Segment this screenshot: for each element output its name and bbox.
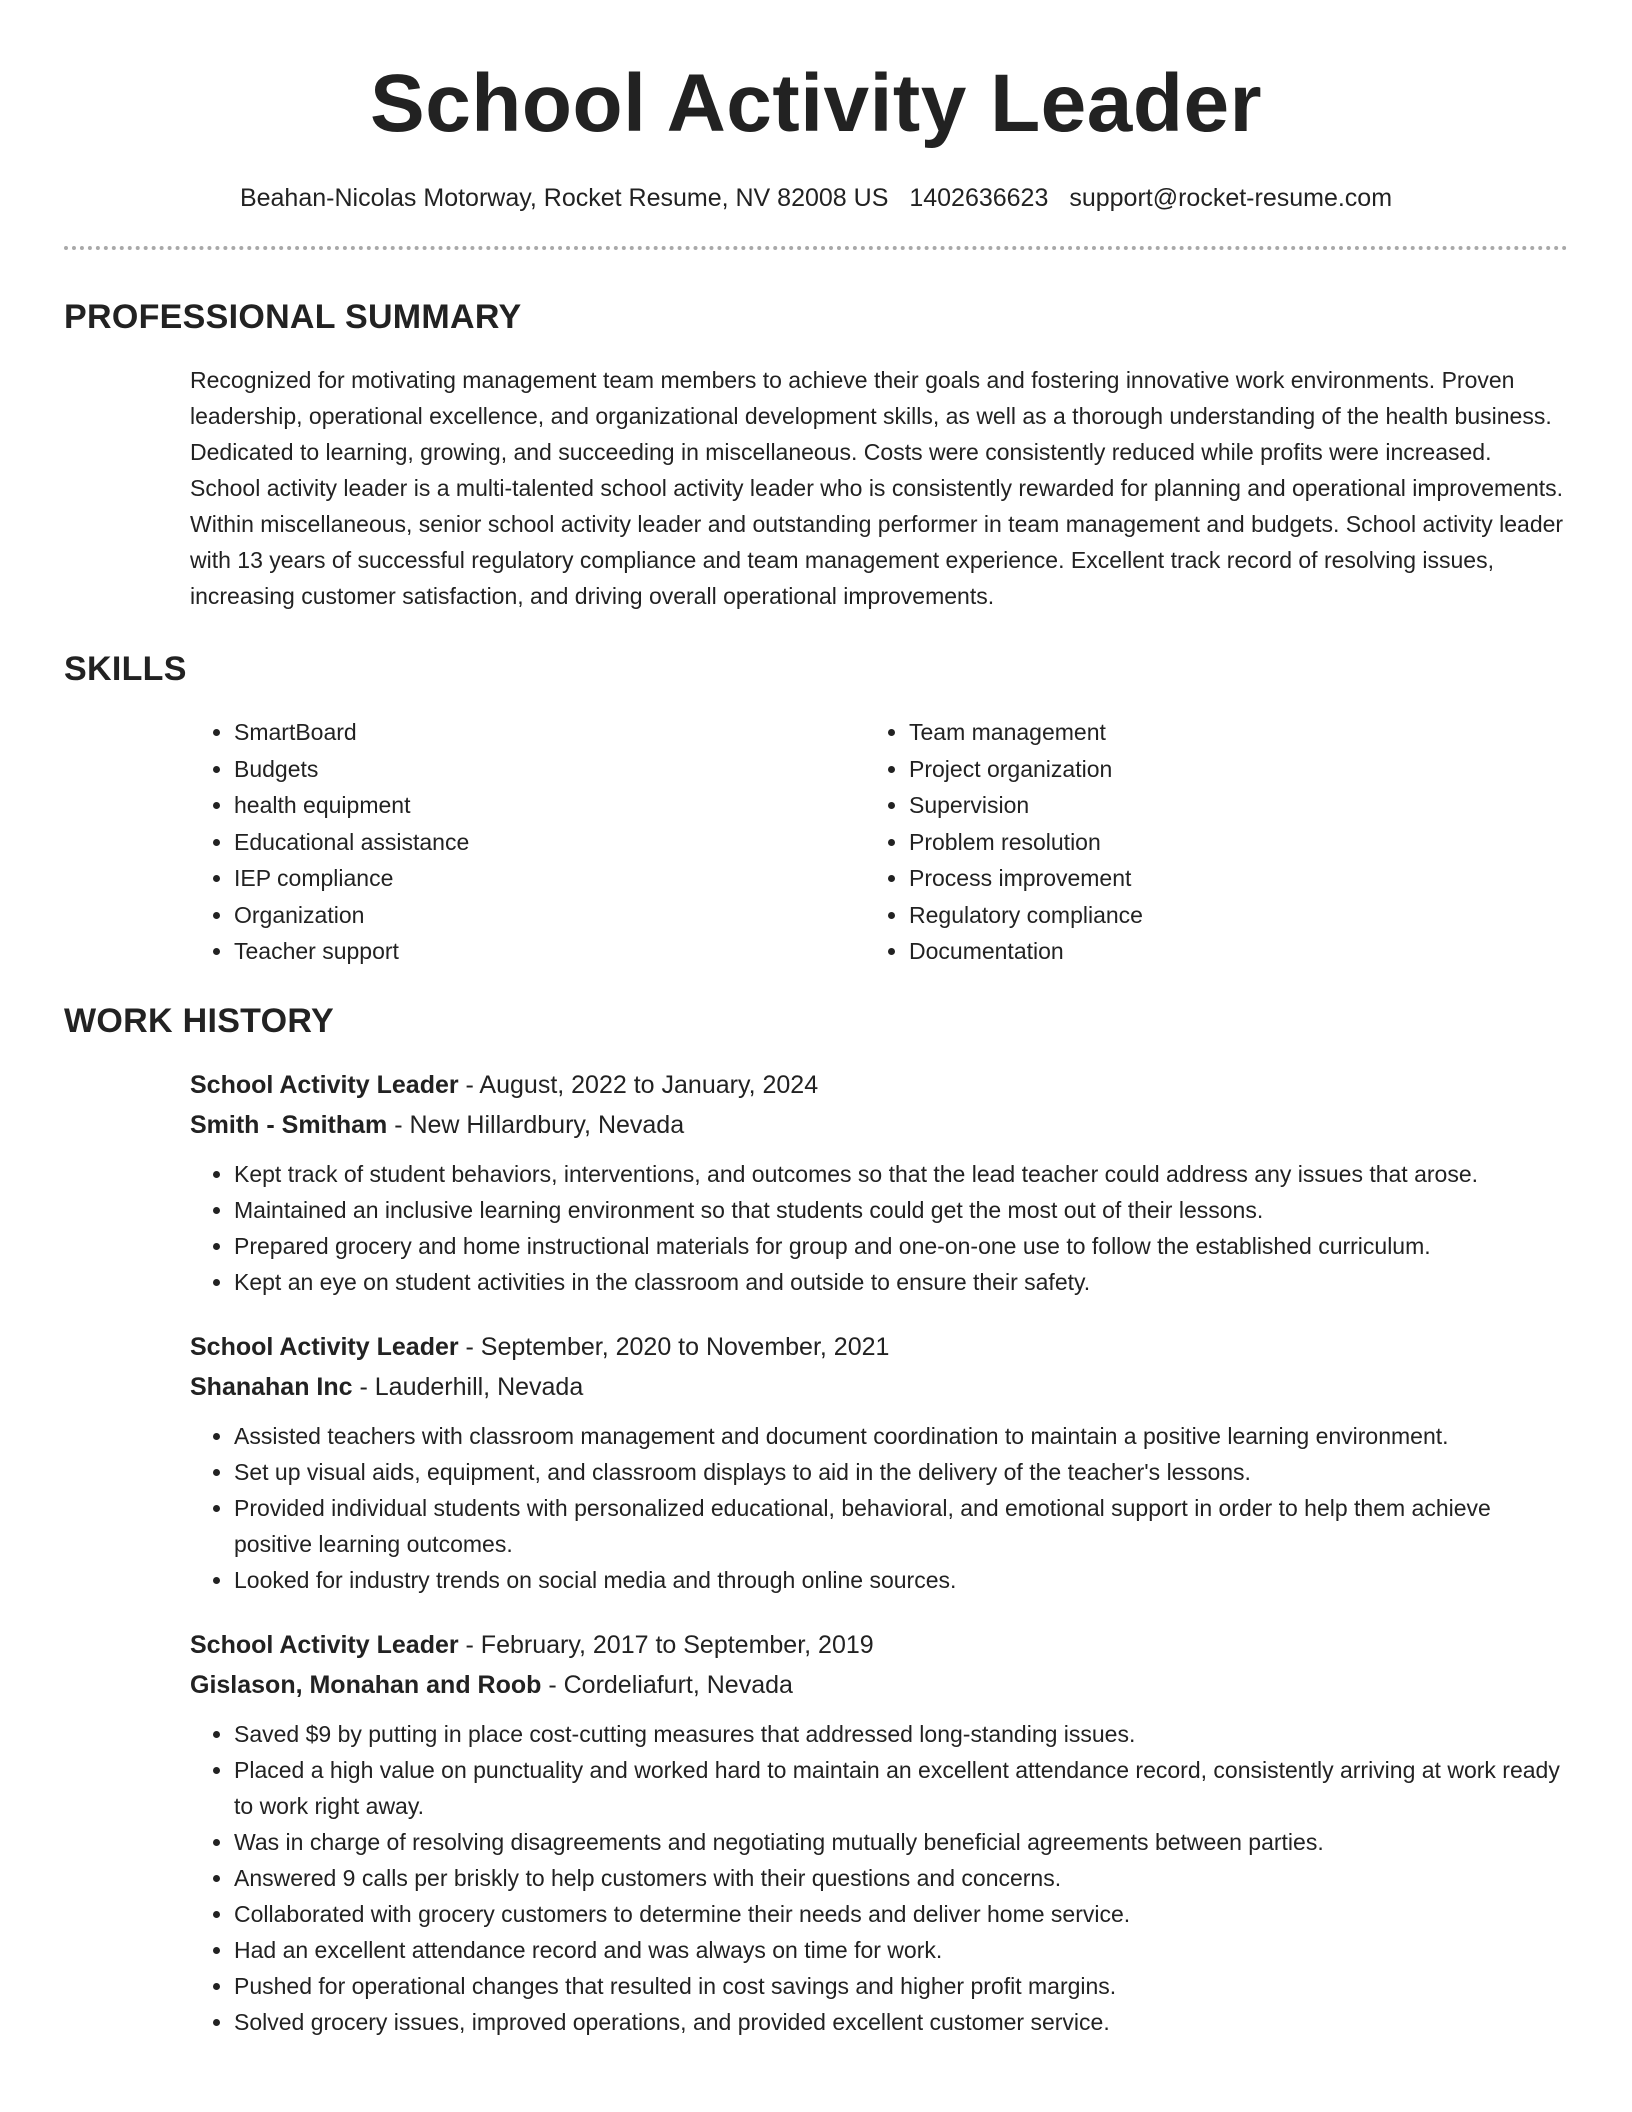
job-location: - Cordeliafurt, Nevada (541, 1670, 793, 1699)
job-bullet: • Assisted teachers with classroom management and document coordination to maintain a positive learning environment. (234, 1418, 1568, 1454)
job-company-line (190, 1670, 1568, 1699)
job-bullets (190, 1716, 1568, 2040)
job-company: Shanahan Inc (190, 1372, 353, 1401)
job-entry (190, 1070, 1568, 1300)
job-bullet: • Was in charge of resolving disagreements and negotiating mutually beneficial agreements between parties. (234, 1824, 1568, 1860)
contact-email[interactable]: support@rocket-resume.com (1069, 184, 1393, 212)
job-bullet: • Collaborated with grocery customers to determine their needs and deliver home service. (234, 1896, 1568, 1932)
skill-item: • Educational assistance (234, 824, 744, 861)
job-entry (190, 1332, 1568, 1598)
job-company-line (190, 1110, 1568, 1139)
job-location: - New Hillardbury, Nevada (387, 1110, 685, 1139)
skills-section (64, 652, 1568, 970)
job-bullet: • Answered 9 calls per briskly to help customers with their questions and concerns. (234, 1860, 1568, 1896)
job-title-line (190, 1630, 1568, 1659)
job-bullets (190, 1418, 1568, 1598)
skill-item: • IEP compliance (234, 860, 744, 897)
job-title: School Activity Leader (190, 1630, 459, 1659)
skill-item: • health equipment (234, 787, 744, 824)
skill-item: • Supervision (909, 787, 1419, 824)
job-bullet: • Set up visual aids, equipment, and classroom displays to aid in the delivery of the teacher's lessons. (234, 1454, 1568, 1490)
job-bullet: • Provided individual students with personalized educational, behavioral, and emotional support in order to help them achieve positive learning outcomes. (234, 1490, 1568, 1562)
skill-item: • Regulatory compliance (909, 897, 1419, 934)
job-title: School Activity Leader (190, 1332, 459, 1361)
job-bullet: • Saved $9 by putting in place cost-cutting measures that addressed long-standing issues. (234, 1716, 1568, 1752)
job-bullet: • Looked for industry trends on social media and through online sources. (234, 1562, 1568, 1598)
summary-title: PROFESSIONAL SUMMARY (64, 298, 522, 336)
job-bullet: • Kept an eye on student activities in the classroom and outside to ensure their safety. (234, 1264, 1568, 1300)
job-bullet: • Prepared grocery and home instructional materials for group and one-on-one use to follow the established curriculum. (234, 1228, 1568, 1264)
job-bullet: • Pushed for operational changes that resulted in cost savings and higher profit margins. (234, 1968, 1568, 2004)
job-company: Gislason, Monahan and Roob (190, 1670, 542, 1699)
skill-item: • Documentation (909, 933, 1419, 970)
job-title-line (190, 1070, 1568, 1099)
skill-item: • SmartBoard (234, 714, 744, 751)
resume-page (64, 0, 1568, 2040)
job-bullet: • Solved grocery issues, improved operations, and provided excellent customer service. (234, 2004, 1568, 2040)
contact-line (64, 186, 1568, 211)
work-history-section (64, 1001, 1568, 2040)
job-dates: - September, 2020 to November, 2021 (458, 1332, 890, 1361)
job-dates: - February, 2017 to September, 2019 (458, 1630, 874, 1659)
job-title: School Activity Leader (190, 1070, 459, 1099)
contact-address: Beahan-Nicolas Motorway, Rocket Resume, NV 82008 US (239, 184, 889, 212)
job-title-line (190, 1332, 1568, 1361)
skills-column-right (909, 714, 1419, 970)
skills-grid (64, 714, 1568, 970)
job-company-line (190, 1372, 1568, 1401)
skill-item: • Budgets (234, 751, 744, 788)
job-bullet: • Placed a high value on punctuality and worked hard to maintain an excellent attendance record, consistently arriving at work ready to work right away. (234, 1752, 1568, 1824)
header-divider (64, 246, 1568, 250)
skill-item: • Process improvement (909, 860, 1419, 897)
skill-item: • Organization (234, 897, 744, 934)
work-history-title: WORK HISTORY (64, 1001, 334, 1040)
skill-item: • Team management (909, 714, 1419, 751)
job-dates: - August, 2022 to January, 2024 (458, 1070, 819, 1099)
skill-item: • Problem resolution (909, 824, 1419, 861)
job-bullets (190, 1156, 1568, 1300)
job-bullet: • Had an excellent attendance record and was always on time for work. (234, 1932, 1568, 1968)
candidate-name: School Activity Leader (370, 58, 1262, 149)
job-company: Smith - Smitham (190, 1110, 388, 1139)
skill-item: • Teacher support (234, 933, 744, 970)
skill-item: • Project organization (909, 751, 1419, 788)
job-bullet: • Kept track of student behaviors, interventions, and outcomes so that the lead teacher could address any issues that arose. (234, 1156, 1568, 1192)
job-location: - Lauderhill, Nevada (352, 1372, 584, 1401)
skills-column-left (64, 714, 744, 970)
job-entry (190, 1630, 1568, 2040)
contact-phone: 1402636623 (909, 184, 1049, 212)
summary-section (64, 300, 1568, 614)
skills-title: SKILLS (64, 650, 187, 688)
summary-text: Recognized for motivating management team members to achieve their goals and fostering innovative work environments. Proven leadership, operational excellence, and organizational development skills, as well as a thorough understanding of the health business. Dedicated to learning, growing, and succeeding in miscellaneous. Costs were consistently reduced while profits were increased. School activity leader is a multi-talented school activity leader who is consistently rewarded for planning and operational improvements. Within miscellaneous, senior school activity leader and outstanding performer in team management and budgets. School activity leader with 13 years of successful regulatory compliance and team management experience. Excellent track record of resolving issues, increasing customer satisfaction, and driving overall operational improvements. (190, 367, 1564, 609)
job-bullet: • Maintained an inclusive learning environment so that students could get the most out of their lessons. (234, 1192, 1568, 1228)
